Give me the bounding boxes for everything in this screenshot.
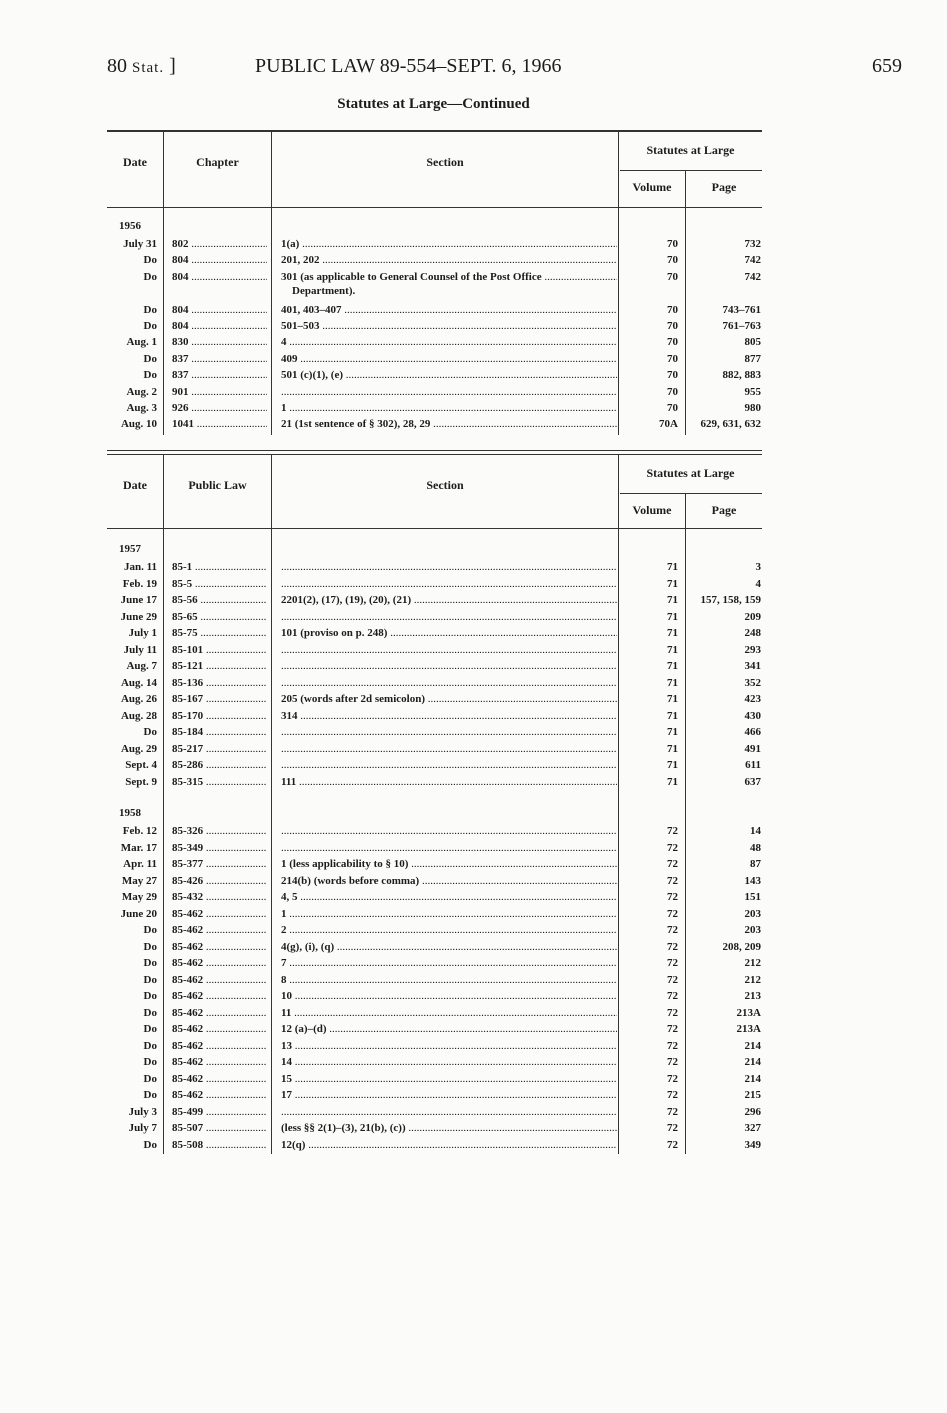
- row-section: [281, 743, 617, 755]
- row-volume: 70: [667, 238, 678, 250]
- row-page: 215: [744, 1089, 761, 1101]
- col-header-page: Page: [711, 180, 737, 194]
- row-section: 12 (a)–(d) .....: [281, 1023, 617, 1035]
- table-row: [0, 1021, 947, 1037]
- row-public-law: 85-56 .....: [172, 594, 267, 606]
- row-section: 1 .....: [281, 402, 617, 414]
- row-section: 111 .....: [281, 776, 617, 788]
- row-date: Aug. 3: [126, 402, 157, 414]
- row-section: 17 .....: [281, 1089, 617, 1101]
- row-date: Do: [143, 973, 157, 986]
- row-section: 7 .....: [281, 957, 617, 969]
- table-row: [0, 873, 947, 889]
- table-row: [0, 906, 947, 922]
- row-volume: 70: [667, 385, 678, 398]
- row-page: 296: [744, 1105, 761, 1118]
- col-header-chapter: Chapter: [196, 155, 239, 169]
- row-public-law: 85-462 .....: [172, 990, 267, 1002]
- year-heading: 1958: [119, 807, 141, 819]
- col-header-section: Section: [426, 155, 464, 169]
- table-row: [0, 889, 947, 905]
- table-row: [0, 318, 947, 334]
- row-page: 430: [744, 709, 761, 722]
- row-page: 212: [744, 957, 761, 969]
- row-section: [281, 842, 617, 854]
- row-date: Feb. 19: [122, 577, 157, 590]
- row-public-law: 85-462 .....: [172, 1023, 267, 1035]
- row-date: Aug. 1: [126, 336, 157, 349]
- row-volume: 72: [667, 1023, 678, 1035]
- row-page: 209: [744, 610, 761, 623]
- table-rule: [107, 450, 762, 451]
- year-heading: 1956: [119, 220, 141, 232]
- table-row: [0, 724, 947, 740]
- row-volume: 71: [667, 759, 678, 771]
- table-row: [0, 334, 947, 350]
- row-volume: 71: [667, 643, 678, 656]
- row-date: Feb. 12: [122, 825, 157, 837]
- table-row: [0, 1104, 947, 1120]
- row-volume: 72: [667, 841, 678, 854]
- row-volume: 70: [667, 402, 678, 414]
- row-volume: 72: [667, 1006, 678, 1019]
- row-page: 732: [744, 238, 761, 250]
- row-public-law: 85-167 .....: [172, 693, 267, 705]
- row-date: Do: [143, 990, 157, 1002]
- col-header-date: Date: [123, 478, 147, 492]
- row-public-law: 85-101 .....: [172, 644, 267, 656]
- row-volume: 72: [667, 924, 678, 936]
- row-volume: 72: [667, 973, 678, 986]
- row-public-law: 85-462 .....: [172, 957, 267, 969]
- row-page: 212: [744, 973, 761, 986]
- row-page: 3: [755, 561, 761, 573]
- row-date: Do: [143, 1006, 157, 1019]
- row-page: 203: [744, 907, 761, 920]
- row-section: 2 .....: [281, 924, 617, 936]
- row-public-law: 85-170 .....: [172, 710, 267, 722]
- row-page: 980: [744, 402, 761, 414]
- col-header-section: Section: [426, 478, 464, 492]
- table-row: [0, 922, 947, 938]
- row-volume: 72: [667, 1072, 678, 1085]
- row-volume: 70: [667, 270, 678, 283]
- row-public-law: 85-136 .....: [172, 677, 267, 689]
- row-date: Do: [143, 1023, 157, 1035]
- row-volume: 71: [667, 610, 678, 623]
- row-section: 13 .....: [281, 1040, 617, 1052]
- row-volume: 70: [667, 320, 678, 332]
- row-date: Apr. 11: [123, 858, 157, 870]
- row-section: 1 (less applicability to § 10) .....: [281, 858, 617, 870]
- row-section: 1 .....: [281, 908, 617, 920]
- table-row: [0, 592, 947, 608]
- row-section: 214(b) (words before comma) .....: [281, 875, 617, 887]
- table-row: [0, 823, 947, 839]
- row-public-law: 85-462 .....: [172, 1007, 267, 1019]
- row-page: 352: [744, 676, 761, 689]
- table-row: [0, 642, 947, 658]
- table-row: [0, 351, 947, 367]
- row-date: Aug. 28: [120, 709, 157, 722]
- row-section: 101 (proviso on p. 248) .....: [281, 627, 617, 639]
- row-page: 882, 883: [722, 369, 761, 382]
- row-volume: 70: [667, 336, 678, 349]
- row-date: Aug. 10: [120, 418, 157, 431]
- row-volume: 71: [667, 693, 678, 705]
- row-date: June 29: [120, 610, 157, 623]
- row-public-law: 85-462 .....: [172, 924, 267, 936]
- row-date: Do: [143, 924, 157, 936]
- row-page: 423: [744, 693, 761, 705]
- table-row: [0, 416, 947, 432]
- table-row: [0, 988, 947, 1004]
- row-section: [281, 561, 617, 573]
- row-page: 293: [744, 643, 761, 656]
- row-page: 14: [750, 825, 761, 837]
- row-date: Mar. 17: [120, 841, 157, 854]
- row-page: 213: [744, 990, 761, 1002]
- row-public-law: 85-507 .....: [172, 1122, 267, 1134]
- row-section: [281, 660, 617, 672]
- table-row: [0, 972, 947, 988]
- row-page: 87: [750, 858, 761, 870]
- row-date: Do: [143, 1138, 157, 1151]
- row-public-law: 85-217 .....: [172, 743, 267, 755]
- row-page: 214: [744, 1039, 761, 1052]
- row-volume: 71: [667, 676, 678, 689]
- row-volume: 71: [667, 742, 678, 755]
- row-section: [281, 578, 617, 590]
- row-date: July 1: [128, 627, 157, 639]
- table-row: [0, 609, 947, 625]
- row-section: 301 (as applicable to General Counsel of the Post Office .....: [281, 271, 617, 283]
- row-volume: 72: [667, 990, 678, 1002]
- row-public-law: 85-326 .....: [172, 825, 267, 837]
- row-date: June 20: [120, 907, 157, 920]
- row-section: 11 .....: [281, 1007, 617, 1019]
- row-section: 501–503 .....: [281, 320, 617, 332]
- row-date: Do: [143, 369, 157, 382]
- table-caption: Statutes at Large—Continued: [337, 96, 530, 112]
- col-header-public-law: Public Law: [188, 478, 247, 492]
- row-chapter: 804 .....: [172, 320, 267, 332]
- row-date: Do: [143, 1072, 157, 1085]
- row-chapter: 1041 .....: [172, 418, 267, 430]
- row-page: 629, 631, 632: [700, 418, 761, 431]
- row-volume: 72: [667, 1039, 678, 1052]
- table-row: [0, 774, 947, 790]
- table-row: [0, 367, 947, 383]
- row-page: 955: [744, 385, 761, 398]
- row-chapter: 804 .....: [172, 254, 267, 266]
- row-chapter: 926 .....: [172, 402, 267, 414]
- row-date: June 17: [120, 594, 157, 606]
- row-date: Aug. 14: [120, 676, 157, 689]
- table-row: [0, 1005, 947, 1021]
- section-continuation: Department).: [292, 285, 356, 297]
- row-date: Aug. 26: [120, 693, 157, 705]
- row-date: Do: [143, 303, 157, 316]
- row-chapter: 901 .....: [172, 386, 267, 398]
- table-row: [0, 576, 947, 592]
- page-volume-ref: 80 Stat. ]: [107, 55, 176, 77]
- row-volume: 70: [667, 303, 678, 316]
- table-row: [0, 1087, 947, 1103]
- row-volume: 72: [667, 825, 678, 837]
- table-row: [0, 658, 947, 674]
- row-page: 143: [744, 874, 761, 887]
- row-volume: 72: [667, 940, 678, 953]
- page-number: 659: [872, 55, 902, 77]
- row-public-law: 85-75 .....: [172, 627, 267, 639]
- table-row: [0, 302, 947, 318]
- col-header-page: Page: [711, 503, 737, 517]
- row-date: Aug. 2: [126, 385, 157, 398]
- year-heading: 1957: [119, 543, 141, 555]
- row-page: 4: [755, 577, 761, 590]
- row-volume: 72: [667, 874, 678, 887]
- table-row: [0, 675, 947, 691]
- table-row: [0, 252, 947, 268]
- row-chapter: 802 .....: [172, 238, 267, 250]
- row-date: Do: [143, 1089, 157, 1101]
- table-row: [0, 757, 947, 773]
- row-date: Do: [143, 940, 157, 953]
- table-row: [0, 1054, 947, 1070]
- row-page: 877: [744, 352, 761, 365]
- row-public-law: 85-426 .....: [172, 875, 267, 887]
- row-date: Do: [143, 957, 157, 969]
- row-public-law: 85-349 .....: [172, 842, 267, 854]
- row-page: 327: [744, 1122, 761, 1134]
- row-date: July 3: [128, 1105, 157, 1118]
- row-volume: 70A: [659, 418, 678, 431]
- table-rule: [620, 493, 762, 494]
- row-volume: 72: [667, 1056, 678, 1068]
- row-date: Do: [143, 270, 157, 283]
- row-date: Sept. 9: [125, 775, 157, 788]
- table-row: [0, 625, 947, 641]
- row-volume: 71: [667, 627, 678, 639]
- table-row: [0, 856, 947, 872]
- table-row: [0, 236, 947, 252]
- row-section: (less §§ 2(1)–(3), 21(b), (c)) .....: [281, 1122, 617, 1134]
- row-page: 208, 209: [722, 940, 761, 953]
- row-page: 805: [744, 336, 761, 349]
- row-date: Do: [143, 352, 157, 365]
- row-volume: 71: [667, 660, 678, 672]
- row-section: [281, 759, 617, 771]
- row-page: 214: [744, 1072, 761, 1085]
- row-public-law: 85-5 .....: [172, 578, 267, 590]
- row-date: Do: [143, 1039, 157, 1052]
- row-volume: 72: [667, 1122, 678, 1134]
- row-page: 213A: [736, 1006, 761, 1019]
- row-page: 611: [745, 759, 761, 771]
- row-public-law: 85-462 .....: [172, 941, 267, 953]
- row-page: 214: [744, 1056, 761, 1068]
- row-page: 248: [744, 627, 761, 639]
- table-row: [0, 400, 947, 416]
- row-section: 21 (1st sentence of § 302), 28, 29 .....: [281, 418, 617, 430]
- row-public-law: 85-508 .....: [172, 1139, 267, 1151]
- row-public-law: 85-462 .....: [172, 1056, 267, 1068]
- row-section: [281, 726, 617, 738]
- row-chapter: 837 .....: [172, 353, 267, 365]
- row-section: 15 .....: [281, 1073, 617, 1085]
- row-date: July 31: [123, 238, 157, 250]
- row-section: 12(q) .....: [281, 1139, 617, 1151]
- row-page: 203: [744, 924, 761, 936]
- row-page: 151: [744, 891, 761, 903]
- row-volume: 72: [667, 957, 678, 969]
- row-page: 491: [744, 742, 761, 755]
- table-row: [0, 741, 947, 757]
- row-public-law: 85-462 .....: [172, 974, 267, 986]
- table-row: [0, 1071, 947, 1087]
- row-page: 742: [744, 270, 761, 283]
- table-row: [0, 840, 947, 856]
- row-volume: 72: [667, 1089, 678, 1101]
- row-public-law: 85-377 .....: [172, 858, 267, 870]
- row-page: 213A: [736, 1023, 761, 1035]
- row-date: Do: [143, 1056, 157, 1068]
- row-section: 501 (c)(1), (e) .....: [281, 369, 617, 381]
- row-section: 1(a) .....: [281, 238, 617, 250]
- row-volume: 70: [667, 352, 678, 365]
- row-chapter: 837 .....: [172, 369, 267, 381]
- table-rule: [107, 454, 762, 455]
- row-date: Do: [143, 320, 157, 332]
- row-volume: 71: [667, 775, 678, 788]
- row-page: 466: [744, 726, 761, 738]
- row-volume: 72: [667, 858, 678, 870]
- row-date: Do: [143, 726, 157, 738]
- row-section: 409 .....: [281, 353, 617, 365]
- row-section: 4(g), (i), (q) .....: [281, 941, 617, 953]
- row-section: [281, 677, 617, 689]
- row-page: 637: [744, 775, 761, 788]
- table-row: [0, 939, 947, 955]
- row-section: [281, 386, 617, 398]
- table-rule: [620, 170, 762, 171]
- table-row: [0, 1137, 947, 1153]
- row-volume: 70: [667, 369, 678, 382]
- row-public-law: 85-65 .....: [172, 611, 267, 623]
- row-public-law: 85-499 .....: [172, 1106, 267, 1118]
- row-volume: 71: [667, 726, 678, 738]
- row-page: 743–761: [722, 303, 761, 316]
- row-date: July 7: [128, 1122, 157, 1134]
- table-row: [0, 384, 947, 400]
- row-date: May 27: [121, 874, 157, 887]
- row-volume: 71: [667, 594, 678, 606]
- col-header-date: Date: [123, 155, 147, 169]
- row-chapter: 804 .....: [172, 271, 267, 283]
- row-section: 2201(2), (17), (19), (20), (21) .....: [281, 594, 617, 606]
- row-section: [281, 644, 617, 656]
- row-volume: 72: [667, 1138, 678, 1151]
- row-volume: 70: [667, 254, 678, 267]
- row-public-law: 85-286 .....: [172, 759, 267, 771]
- row-volume: 71: [667, 577, 678, 590]
- row-volume: 72: [667, 907, 678, 920]
- row-date: Aug. 7: [126, 660, 157, 672]
- row-page: 341: [744, 660, 761, 672]
- row-page: 349: [744, 1138, 761, 1151]
- row-section: [281, 825, 617, 837]
- row-public-law: 85-184 .....: [172, 726, 267, 738]
- row-section: 401, 403–407 .....: [281, 304, 617, 316]
- table-row: [0, 269, 947, 285]
- row-section: 205 (words after 2d semicolon) .....: [281, 693, 617, 705]
- col-header-volume: Volume: [632, 180, 672, 194]
- row-section: 10 .....: [281, 990, 617, 1002]
- row-section: 4, 5 .....: [281, 891, 617, 903]
- col-header-volume: Volume: [632, 503, 672, 517]
- row-page: 761–763: [722, 320, 761, 332]
- row-date: Aug. 29: [120, 742, 157, 755]
- row-date: Do: [143, 254, 157, 267]
- row-public-law: 85-462 .....: [172, 908, 267, 920]
- table-row: [0, 955, 947, 971]
- row-page: 157, 158, 159: [700, 594, 761, 606]
- row-section: [281, 1106, 617, 1118]
- table-rule: [107, 207, 762, 208]
- col-header-statutes: Statutes at Large: [646, 466, 735, 480]
- row-public-law: 85-462 .....: [172, 1040, 267, 1052]
- row-section: 8 .....: [281, 974, 617, 986]
- table-row: [0, 708, 947, 724]
- row-public-law: 85-432 .....: [172, 891, 267, 903]
- row-date: Jan. 11: [123, 561, 157, 573]
- row-page: 742: [744, 254, 761, 267]
- row-volume: 71: [667, 561, 678, 573]
- table-row: [0, 1120, 947, 1136]
- row-page: 48: [750, 841, 761, 854]
- table-rule: [107, 528, 762, 529]
- row-public-law: 85-462 .....: [172, 1089, 267, 1101]
- row-chapter: 830 .....: [172, 336, 267, 348]
- row-volume: 72: [667, 891, 678, 903]
- row-public-law: 85-315 .....: [172, 776, 267, 788]
- row-volume: 71: [667, 709, 678, 722]
- row-section: 314 .....: [281, 710, 617, 722]
- row-chapter: 804 .....: [172, 304, 267, 316]
- table-row: [0, 691, 947, 707]
- table-rule: [107, 130, 762, 132]
- row-date: July 11: [123, 643, 157, 656]
- row-date: May 29: [121, 891, 157, 903]
- row-date: Sept. 4: [125, 759, 157, 771]
- row-section: 4 .....: [281, 336, 617, 348]
- row-public-law: 85-1 .....: [172, 561, 267, 573]
- row-section: 14 .....: [281, 1056, 617, 1068]
- table-row: [0, 1038, 947, 1054]
- page-title: PUBLIC LAW 89-554–SEPT. 6, 1966: [255, 55, 562, 77]
- row-public-law: 85-121 .....: [172, 660, 267, 672]
- table-row: [0, 559, 947, 575]
- row-section: [281, 611, 617, 623]
- col-header-statutes: Statutes at Large: [646, 143, 735, 157]
- row-volume: 72: [667, 1105, 678, 1118]
- row-section: 201, 202 .....: [281, 254, 617, 266]
- row-public-law: 85-462 .....: [172, 1073, 267, 1085]
